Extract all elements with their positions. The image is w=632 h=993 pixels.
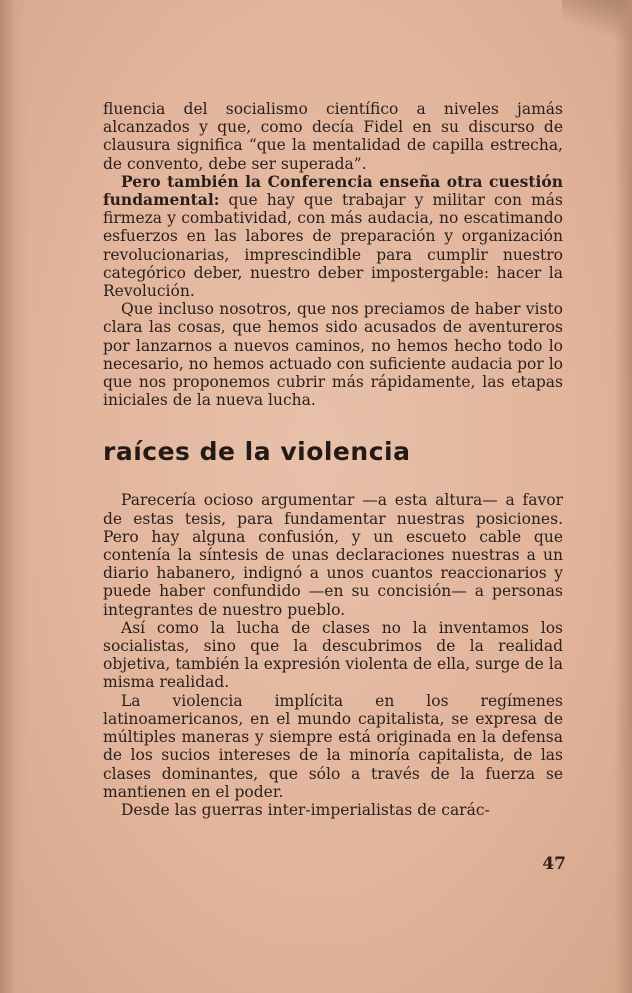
- paragraph-text: que hay que trabajar y militar con más firmeza y combatividad, con más audacia, no escatimando esfuerzos en las labores de preparación y organización revolucionarias, imprescindible para cumplir nuestro categórico deber, nuestro deber impostergable: hacer la Revolución.: [103, 191, 563, 301]
- paragraph-text: Que incluso nosotros, que nos preciamos de haber visto clara las cosas, que hemos sido acusados de aventureros por lanzarnos a nuevos caminos, no hemos hecho todo lo necesario, no hemos actuado con suficiente audacia por lo que nos proponemos cubrir más rápidamente, las etapas iniciales de la nueva lucha.: [103, 300, 564, 410]
- bold-lead: Pero también la Conferencia enseña otra cuestión fundamental:: [103, 171, 563, 210]
- paragraph-class-struggle: Así como la lucha de clases no la inventamos los socialistas, sino que la descubrimos de la realidad objetiva, también la expresión violenta de ella, surge de la misma realidad.: [103, 618, 563, 692]
- page-body: [103, 100, 563, 819]
- paragraph-wars: Desde las guerras inter-imperialistas de carác-: [121, 800, 490, 819]
- section-heading: raíces de la violencia: [103, 437, 411, 467]
- paragraph-text: fluencia del socialismo científico a niveles jamás alcanzados y que, como decía Fidel en su discurso de clausura significa “que la mentalidad de capilla estrecha, de convento, debe ser superada”.: [103, 100, 563, 173]
- paragraph-audacity: [103, 300, 563, 409]
- page-number: 47: [542, 854, 566, 874]
- paragraph-continuation: [103, 100, 563, 173]
- paragraph-argument: Parecería ocioso argumentar —a esta altura— a favor de estas tesis, para fundamentar nuestras posiciones. Pero hay alguna confusión, y un escueto cable que contenía la síntesis de unas declaraciones nuestras a un diario habanero, indignó a unos cuantos reaccionarios y puede haber confundido —en su concisión— a personas integrantes de nuestro pueblo.: [103, 491, 563, 619]
- paragraph-conference: [103, 173, 563, 300]
- worn-corner: [562, 0, 632, 40]
- paragraph-violence: La violencia implícita en los regímenes latinoamericanos, en el mundo capitalista, se expresa de múltiples maneras y siempre está originada en la defensa de los sucios intereses de la minoría capitalista, de las clases dominantes, que sólo a través de la fuerza se mantienen en el poder.: [103, 691, 563, 801]
